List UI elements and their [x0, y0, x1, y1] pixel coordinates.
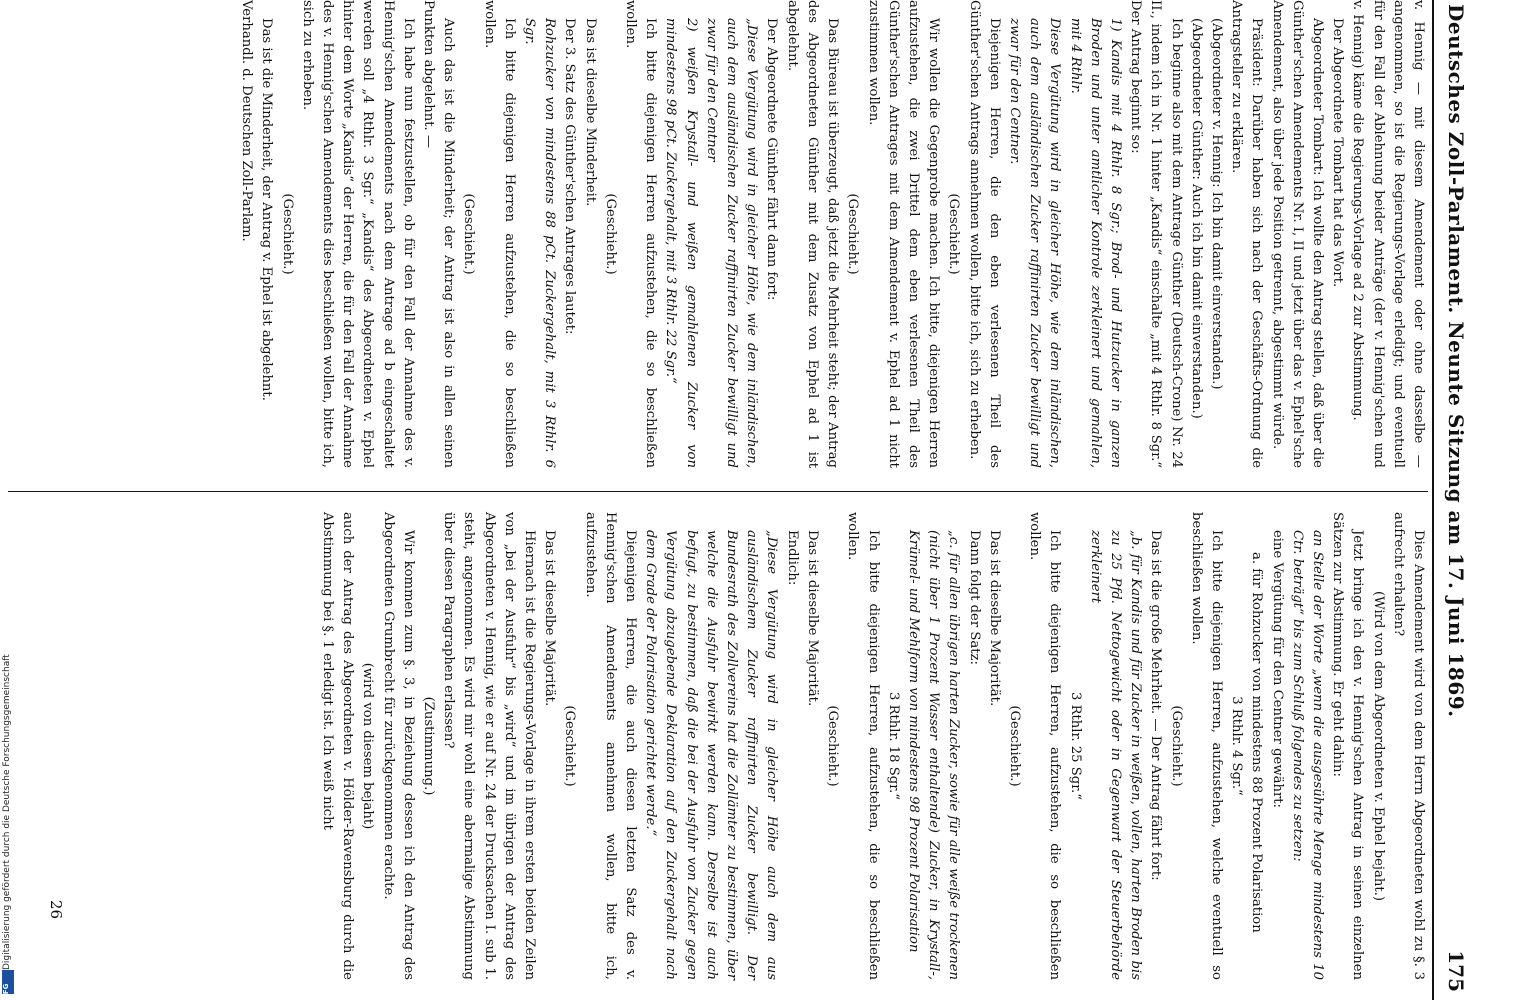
page-header: [1438, 0, 1472, 1000]
stage-direction: (Geschieht.): [825, 705, 841, 787]
stage-direction: (Geschieht.): [845, 193, 861, 275]
page-title: Deutsches Zoll-Parlament. Neunte Sitzung am 17. Juni 1869.: [1444, 4, 1468, 718]
paragraph: Hiernach ist die Regierungs-Vorlage in ihrem ersten beiden Zeilen von „bei der Ausfuhr“ bis „wird“ und im übrigen der Antrag des Abgeordneten v. Hennig, wie er auf Nr. 24 der Drucksachen I. sub 1. steht, angenommen. Es wird mir wohl eine abermalige Abstimmung über diesen Paragraphen erlassen?: [441, 512, 538, 980]
stage-direction: (Zustimmung.): [421, 696, 437, 796]
paragraph: Abgeordneter Tombart: Ich wollte den Antrag stellen, daß über die Günther'schen Amendements Nr. I, II und jetzt über das v. Ephel'sche Amendement, also über jede Position getrennt, abgestimmt würde.: [1269, 0, 1325, 468]
quote: „b. für Kandis und für Zucker in weißen, vollen, harten Broden bis zu 25 Pfd. Nettogewicht oder in Gegenwart der Steuerbehörde zerkleinert: [1087, 530, 1144, 980]
paragraph: (Abgeordneter Günther: Auch ich bin damit einverstanden.): [1188, 18, 1204, 419]
paragraph: Der 3. Satz des Günther'schen Antrages lautet:: [562, 18, 578, 335]
paragraph: Das ist dieselbe Majorität.: [986, 530, 1002, 707]
paragraph: Präsident: Darüber haben sich nach der Geschäfts-Ordnung die Antragsteller zu erklären.: [1229, 0, 1265, 468]
paragraph: Diejenigen Herren, die den eben verlesenen Theil des Günther'schen Antrags annehmen wollen, bitte ich, sich zu erheben.: [966, 0, 1002, 468]
paragraph: Das ist dieselbe Majorität.: [804, 530, 820, 707]
paragraph: Ich bitte diejenigen Herren aufzustehen, die so beschließen wollen.: [623, 0, 659, 468]
stage-direction: (Geschieht.): [279, 193, 295, 275]
paragraph: Dann folgt der Satz:: [966, 530, 982, 665]
stage-direction: (Wird von dem Abgeordneten v. Ephel bejaht.): [1370, 591, 1386, 901]
stage-direction: (Geschieht.): [1006, 705, 1022, 787]
quote: an Stelle der Worte „wenn die ausgesührte Menge mindestens 10 Ctr. beträgt“ bis zum Schluß folgendes zu setzen:: [1289, 530, 1325, 980]
paragraph: Diejenigen Herren, die auch diesen letzten Satz des v. Hennig'schen Amendements annehmen wollen, bitte ich, aufzustehen.: [582, 512, 639, 980]
paragraph: Wir wollen die Gegenprobe machen. Ich bitte, diejenigen Herren aufzustehen, die zwei Drittel dem eben verlesenen Theil des Günther'schen Antrages mit dem Amendement v. Ephel ad 1 nicht zustimmen wollen.: [865, 0, 942, 468]
digitization-strip: [0, 600, 16, 1000]
stage-direction: (Geschieht.): [946, 193, 962, 275]
stage-direction: (Geschieht.): [461, 193, 477, 275]
paragraph: Der Abgeordnete Günther fährt dann fort:: [764, 18, 780, 301]
quote: „c. für allen übrigen harten Zucker, sowie für alle weiße trockenen (nicht über 1 Prozent Wasser enthaltende) Zucker, in Krystall-, Krümel- und Mehlform von mindestens 98 Prozent Polarisation: [905, 530, 962, 980]
quote: eine Vergütung für den Centner gewährt:: [1269, 530, 1285, 809]
dfg-logo-label: DFG: [2, 983, 10, 1000]
paragraph: Ich bitte diejenigen Herren, aufzustehen, welche eventuell so beschließen wollen.: [1188, 512, 1224, 980]
paragraph: Ich habe nun festzustellen, ob für den Fall der Annahme des v. Hennig'schen Amendements nach dem Antrage ad b eingeschaltet werden soll „4 Rthlr. 3 Sgr.“ „Kandis“ des Abgeordneten v. Ephel hinter dem Worte „Kandis“ der Herren, die für den Fall der Annahme des v. Hennig'schen Amendements dies beschließen wollen, bitte ich, sich zu erheben.: [299, 0, 416, 468]
paragraph: Ich bitte diejenigen Herren, aufzustehen, die so beschließen wollen.: [1027, 512, 1063, 980]
paragraph: v. Hennig — mit diesem Amendement oder ohne dasselbe — angenommen, so ist die Regierungs-Vorlage erledigt; und eventuell für den Fall der Ablehnung beider Anträge (der v. Hennig'schen und v. Hennig) käme die Regierungs-Vorlage ad 2 zur Abstimmung.: [1350, 0, 1426, 468]
quote: 3 Rthlr. 25 Sgr.“: [1067, 692, 1083, 800]
left-column: [236, 0, 1428, 468]
quote: „Diese Vergütung wird in gleicher Höhe, wie dem inländischen, auch dem ausländischen Zucker raffinirten Zucker bewilligt und zwar für den Centner: [703, 18, 760, 468]
paragraph: Ich bitte diejenigen Herren, aufzustehen, die so beschließen wollen.: [845, 512, 881, 980]
quote: Diese Vergütung wird in gleicher Höhe, wie dem inländischen, auch dem ausländischen Zucker raffinirten Zucker bewilligt und zwar für den Centner.: [1006, 18, 1063, 468]
stage-direction: (wird von diesem bejaht): [360, 662, 376, 830]
quote: „Diese Vergütung wird in gleicher Höhe auch dem aus ausländischem Zucker raffinirten Zucker bewilligt. Der Bundesrath des Zollvereins hat die Zollämter zu bestimmen, über welche die Ausfuhr bewirkt werden kann. Derselbe ist auch befugt, zu bestimmen, daß die bei der Ausfuhr von Zucker gegen Vergütung abzugebende Deklaration auf den Zuckergehalt nach dem Grade der Polarisation gerichtet werde.“: [643, 530, 780, 980]
stage-direction: (Geschieht.): [562, 705, 578, 787]
paragraph: Ich beginne also mit dem Antrage Günther (Deutsch-Crone) Nr. 24 II., indem ich in Nr. 1 hinter „Kandis“ einschalte „mit 4 Rthlr. 8 Sgr.“ Der Antrag beginnt so:: [1128, 0, 1184, 468]
dfg-logo-icon: [2, 970, 14, 1000]
paragraph: Das ist die große Mehrheit. — Der Antrag fährt fort:: [1148, 530, 1164, 881]
paragraph: Wir kommen zum §. 3, in Beziehung dessen ich den Antrag des Abgeordneten Grumbrecht für zurückgenommen erachte.: [380, 512, 416, 980]
header-rule: [1432, 0, 1434, 1000]
quote: a. für Rohzucker von mindestens 88 Prozent Polarisation: [1249, 552, 1265, 933]
paragraph: Das ist die Minderheit, der Antrag v. Ephel ist abgelehnt.: [259, 18, 275, 401]
paragraph: Endlich:: [784, 530, 800, 586]
paragraph: (Abgeordneter v. Hennig: Ich bin damit einverstanden.): [1208, 18, 1224, 390]
source-note: Verhandl. d. Deutschen Zoll-Parlam.: [239, 0, 255, 242]
digitization-note: Digitalisierung gefördert durch die Deutsche Forschungsgemeinschaft: [2, 654, 12, 970]
page-number: 175: [1444, 950, 1468, 992]
paragraph: Der Abgeordnete Tombart hat das Wort.: [1330, 18, 1346, 288]
column-divider: [8, 491, 1428, 492]
paragraph: auch der Antrag des Abgeordneten v. Hölder-Ravensburg durch die Abstimmung bei §. 1 erledigt ist. Ich weiß nicht: [320, 512, 356, 980]
quote: 3 Rthlr. 18 Sgr.“: [885, 692, 901, 800]
paragraph: Jetzt bringe ich den v. Hennig'schen Antrag in seinen einzelnen Sätzen zur Abstimmung. Er geht dahin:: [1330, 512, 1366, 980]
stage-direction: (Geschieht.): [1168, 705, 1184, 787]
quote: Rohzucker von mindestens 88 pCt. Zuckergehalt, mit 3 Rthlr. 6 Sgr.: [522, 18, 558, 468]
quote: 1) Kandis mit 4 Rthlr. 8 Sgr.; Brod- und Hutzucker in ganzen Broden und unter amtlicher Kontrole zerkleinert und gemahlen, mit 4 Rthlr.: [1067, 18, 1123, 468]
paragraph: Ich bitte diejenigen Herren aufzustehen, die so beschließen wollen.: [481, 0, 517, 468]
paragraph: Dies Amendement wird von dem Herrn Abgeordneten wohl zu §. 3 aufrecht erhalten?: [1390, 512, 1426, 980]
paragraph: Auch das ist die Minderheit; der Antrag ist also in allen seinen Punkten abgelehnt. —: [421, 0, 457, 468]
quote: 3 Rthlr. 4 Sgr.“: [1229, 696, 1245, 796]
paragraph: Das ist dieselbe Minderheit.: [582, 18, 598, 207]
paragraph: Das Büreau ist überzeugt, daß jetzt die Mehrheit steht; der Antrag des Abgeordneten Günther mit dem Zusatz von Ephel ad 1 ist abgelehnt.: [784, 0, 841, 468]
signature-mark: 26: [47, 900, 65, 920]
paragraph: Das ist dieselbe Majorität.: [542, 530, 558, 707]
quote: 2) weißen Krystall- und weißen gemahlenen Zucker von mindestens 98 pCt. Zuckergehalt, mit 3 Rthlr. 22 Sgr.“: [663, 18, 699, 468]
stage-direction: (Geschieht.): [602, 193, 618, 275]
right-column: [317, 512, 1428, 980]
